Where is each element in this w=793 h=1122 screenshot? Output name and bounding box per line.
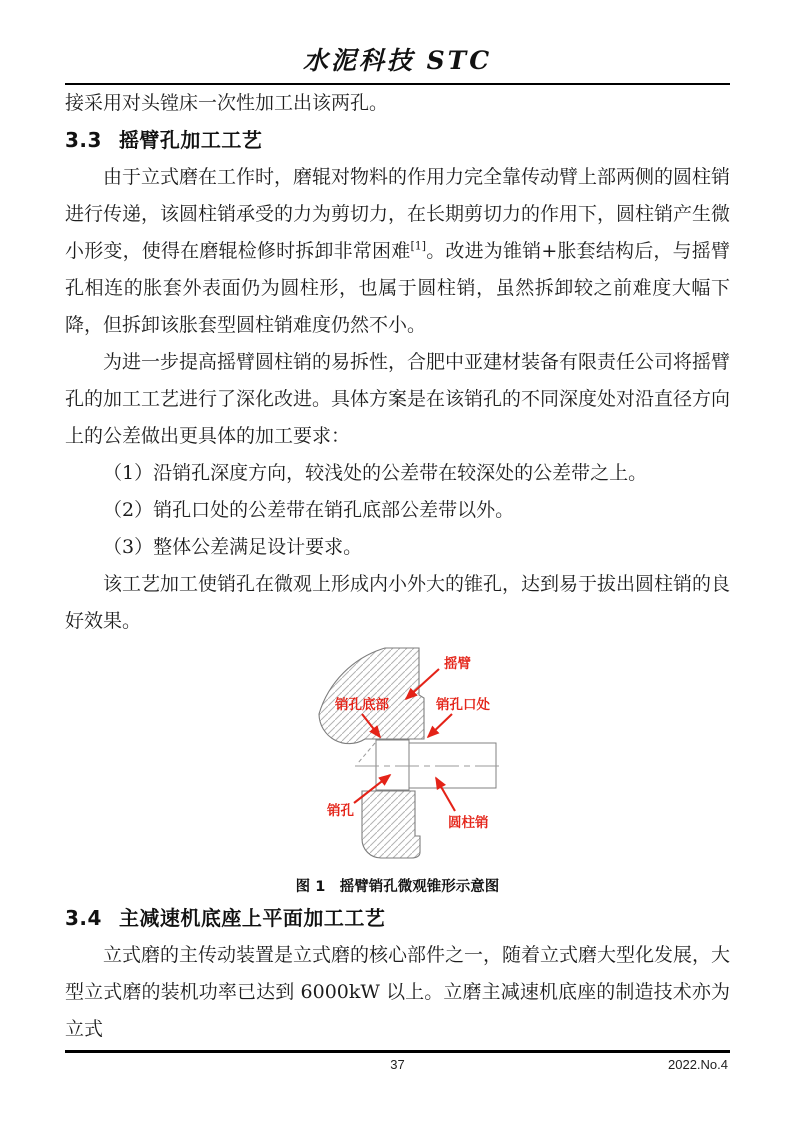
section-heading-3-3: [65, 122, 730, 159]
arrow-pin-hole-mouth: [428, 714, 452, 737]
footer-row: [65, 1053, 730, 1075]
label-cylindrical-pin: 圆柱销: [448, 815, 489, 831]
paragraph-3: 该工艺加工使销孔在微观上形成内小外大的锥孔，达到易于拔出圆柱销的良好效果。: [65, 573, 731, 632]
paragraph-1-text: 由于立式磨在工作时，磨辊对物料的作用力完全靠传动臂上部两侧的圆柱销进行传递，该圆柱销承受的力为剪切力，在长期剪切力的作用下，圆柱销产生微小形变，使得在磨辊检修时拆卸非常困难: [65, 166, 731, 262]
paragraph-1-text-cont: 。改进为锥销+胀套结构后，与摇臂孔相连的胀套外表面仍为圆柱形，也属于圆柱销，虽然拆卸较之前难度大幅下降，但拆卸该胀套型圆柱销难度仍然不小。: [65, 240, 730, 336]
body-text: [65, 85, 730, 640]
section-number: 3.4: [65, 906, 102, 930]
page-number: 37: [390, 1057, 405, 1072]
label-pin-hole: 销孔: [327, 803, 354, 819]
section-heading-3-4: [65, 900, 730, 937]
rocker-arm-lower-section: [362, 791, 420, 858]
paragraph-1: [65, 159, 730, 344]
label-pin-hole-mouth: 销孔口处: [436, 697, 490, 713]
intro-line: 接采用对头镗床一次性加工出该两孔。: [65, 92, 389, 114]
page-content: [65, 0, 730, 1048]
section-number: 3.3: [65, 128, 102, 152]
rocker-arm-pin-diagram: [308, 644, 510, 866]
page-footer: [65, 1050, 730, 1075]
hidden-edge-line: [358, 743, 375, 763]
list-item-2: （2）销孔口处的公差带在销孔底部公差带以外。: [103, 499, 515, 521]
journal-title: 水泥科技 STC: [302, 46, 493, 75]
issue-number: 2022.No.4: [668, 1057, 728, 1072]
list-item-3: （3）整体公差满足设计要求。: [103, 536, 363, 558]
list-item-1: （1）沿销孔深度方向，较浅处的公差带在较深处的公差带之上。: [103, 462, 648, 484]
body-text-2: [65, 900, 730, 1048]
section-title: 摇臂孔加工工艺: [118, 128, 263, 152]
label-rocker-arm: 摇臂: [444, 656, 471, 672]
figure-caption: 图 1 摇臂销孔微观锥形示意图: [295, 879, 500, 895]
figure-1: [65, 644, 730, 868]
label-pin-hole-bottom: 销孔底部: [335, 697, 389, 713]
paragraph-2: 为进一步提高摇臂圆柱销的易拆性，合肥中亚建材装备有限责任公司将摇臂孔的加工工艺进行了深化改进。具体方案是在该销孔的不同深度处对沿直径方向上的公差做出更具体的加工要求：: [65, 351, 731, 447]
paragraph-4: 立式磨的主传动装置是立式磨的核心部件之一，随着立式磨大型化发展，大型立式磨的装机功率已达到 6000kW 以上。立磨主减速机底座的制造技术亦为立式: [65, 944, 731, 1040]
citation-ref-1: [1]: [410, 239, 427, 253]
section-title: 主减速机底座上平面加工工艺: [118, 906, 386, 930]
page-header: [65, 0, 730, 85]
